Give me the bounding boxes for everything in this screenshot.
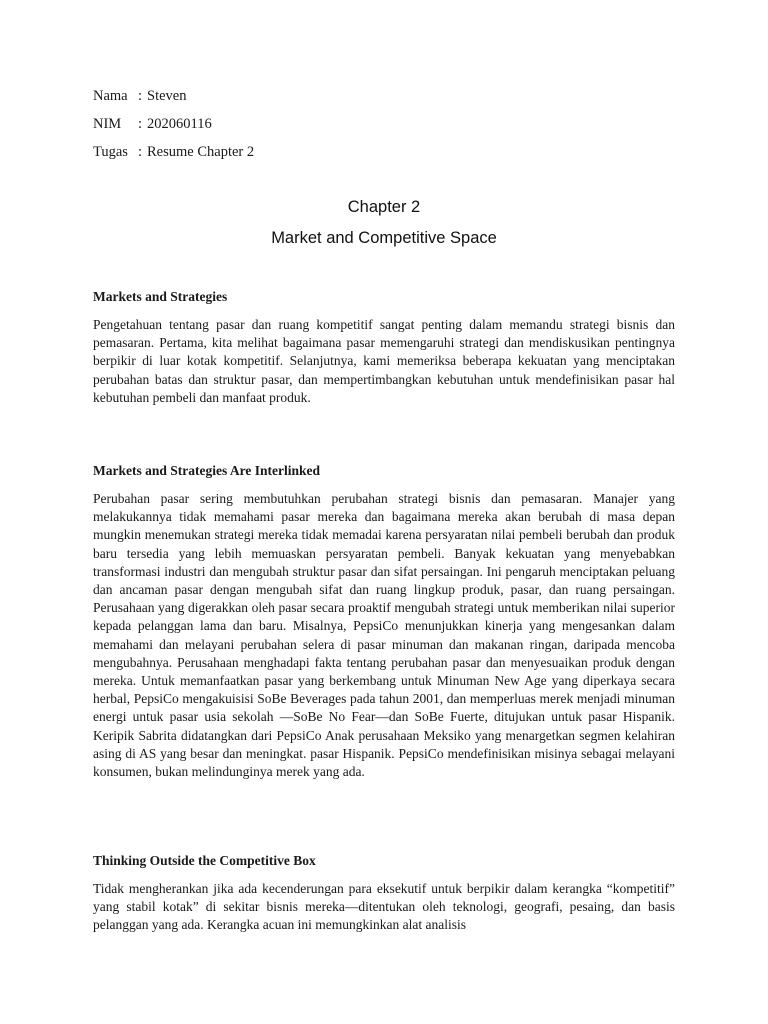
section-heading: Markets and Strategies <box>93 289 228 304</box>
student-info <box>93 86 254 170</box>
section-body: Tidak mengherankan jika ada kecenderungan para eksekutif untuk berpikir dalam kerangka “kompetitif” yang stabil kotak” di sekitar bisnis mereka—ditentukan oleh teknologi, geografi, pesaing, dan basis pelanggan yang ada. Kerangka acuan ini memungkinkan alat analisis <box>93 881 675 933</box>
nim-value: 202060116 <box>147 116 212 132</box>
name-value: Steven <box>147 88 187 104</box>
assignment-value: Resume Chapter 2 <box>147 144 255 160</box>
section-body: Perubahan pasar sering membutuhkan perubahan strategi bisnis dan pemasaran. Manajer yang melakukannya tidak memahami pasar mereka dan bagaimana mereka akan berubah di masa depan mungkin menemukan strategi mereka tidak memadai karena persyaratan nilai pembeli berubah dan produk baru tersedia yang lebih memuaskan persyaratan pembeli. Banyak kekuatan yang menyebabkan transformasi industri dan mengubah struktur pasar dan sifat persaingan. Ini pengaruh menciptakan peluang dan ancaman pasar dengan mengubah sifat dan ruang lingkup produk, pasar, dan ruang persaingan. Perusahaan yang digerakkan oleh pasar secara proaktif mengubah strategi untuk memberikan nilai superior kepada pelanggan lama dan baru. Misalnya, PepsiCo menunjukkan kinerja yang mengesankan dalam memahami dan melayani perubahan selera di pasar minuman dan makanan ringan, daripada mencoba mengubahnya. Perusahaan menghadapi fakta tentang perubahan pasar dan menyesuaikan produk dengan mereka. Untuk memanfaatkan pasar yang berkembang untuk Minuman New Age yang diperkaya secara herbal, PepsiCo mengakuisisi SoBe Beverages pada tahun 2001, dan memperluas merek menjadi minuman energi untuk pasar usia sekolah —SoBe No Fear—dan SoBe Fuerte, ditujukan untuk pasar Hispanik. Keripik Sabrita didatangkan dari PepsiCo Anak perusahaan Meksiko yang menargetkan segmen kelahiran asing di AS yang besar dan meningkat. pasar Hispanik. PepsiCo mendefinisikan misinya sebagai melayani konsumen, bukan melindunginya merek yang ada. <box>93 491 675 780</box>
assignment-separator: : <box>138 144 143 160</box>
name-row <box>93 86 254 114</box>
name-label: Nama <box>93 88 128 104</box>
chapter-subtitle: Market and Competitive Space <box>271 229 497 247</box>
section-heading: Markets and Strategies Are Interlinked <box>93 463 320 478</box>
section-thinking-outside-box <box>93 852 675 935</box>
assignment-label: Tugas <box>93 144 128 160</box>
nim-separator: : <box>138 116 143 132</box>
chapter-title: Chapter 2 <box>347 198 421 216</box>
nim-row <box>93 114 254 142</box>
assignment-row <box>93 142 254 170</box>
section-markets-interlinked <box>93 462 675 781</box>
nim-label: NIM <box>93 116 122 132</box>
section-markets-and-strategies <box>93 288 675 407</box>
section-body: Pengetahuan tentang pasar dan ruang kompetitif sangat penting dalam memandu strategi bisnis dan pemasaran. Pertama, kita melihat bagaimana pasar memengaruhi strategi dan mendiskusikan pentingnya berpikir di luar kotak kompetitif. Selanjutnya, kami memeriksa beberapa kekuatan yang menciptakan perubahan batas dan struktur pasar, dan mempertimbangkan kebutuhan untuk mendefinisikan pasar hal kebutuhan pembeli dan manfaat produk. <box>93 317 675 405</box>
section-heading: Thinking Outside the Competitive Box <box>93 853 316 868</box>
name-separator: : <box>138 88 143 104</box>
